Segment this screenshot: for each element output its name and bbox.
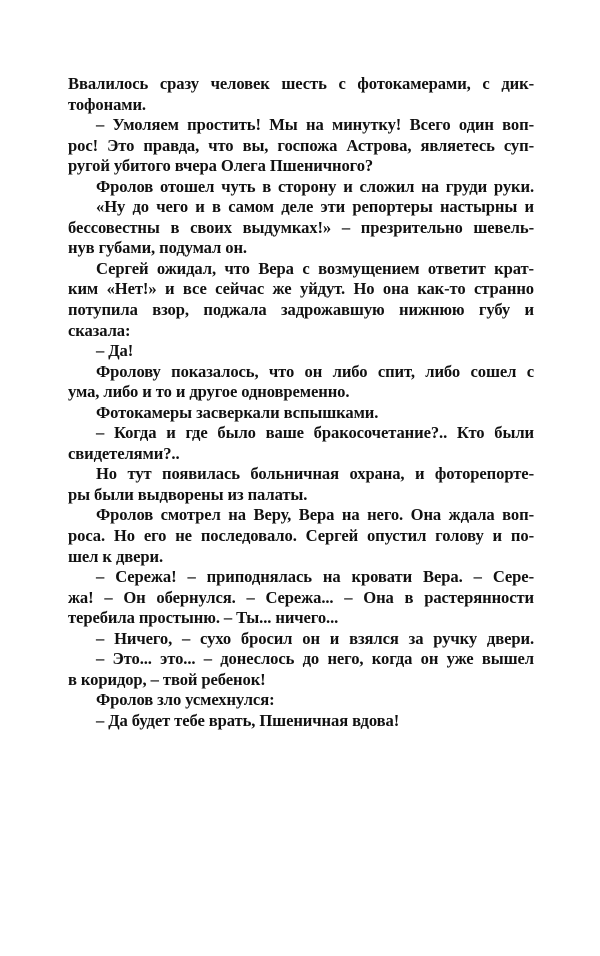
text-line: Фролов отошел чуть в сторону и сложил на груди руки. [96,176,534,196]
text-line: роса. Но его не последовало. Сергей опустил голову и по- [68,526,534,546]
text-line: – Ничего, – сухо бросил он и взялся за ручку двери. [96,628,534,648]
text-line: ругой убитого вчера Олега Пшеничного? [68,156,374,176]
text-line: нув губами, подумал он. [68,238,247,258]
text-line: Сергей ожидал, что Вера с возмущением ответит крат- [96,258,534,278]
text-line: шел к двери. [68,546,164,566]
text-line: теребила простыню. – Ты... ничего... [68,608,339,628]
text-line: бессовестны в своих выдумках!» – презрительно шевель- [68,217,534,237]
text-line: жа! – Он обернулся. – Сережа... – Она в растерянности [68,587,534,607]
text-line: потупила взор, поджала задрожавшую нижнюю губу и [68,300,534,320]
text-line: – Когда и где было ваше бракосочетание?.. Кто были [96,423,534,443]
text-line: Фотокамеры засверкали вспышками. [96,402,379,422]
text-line: рос! Это правда, что вы, госпожа Астрова, являетесь суп- [68,135,534,155]
book-page-text [68,74,534,732]
text-line: – Сережа! – приподнялась на кровати Вера. – Сере- [96,567,534,587]
text-line: свидетелями?.. [68,443,180,463]
text-line: Но тут появилась больничная охрана, и фоторепорте- [96,464,534,484]
text-line: – Да будет тебе врать, Пшеничная вдова! [96,710,400,730]
text-line: в коридор, – твой ребенок! [68,669,266,689]
text-line: ким «Нет!» и все сейчас же уйдут. Но она как-то странно [68,279,534,299]
text-line: – Умоляем простить! Мы на минутку! Всего один воп- [96,115,534,135]
text-line: – Это... это... – донеслось до него, когда он уже вышел [96,649,534,669]
text-line: тофонами. [68,94,146,114]
text-line: ры были выдворены из палаты. [68,484,308,504]
text-line: Фролову показалось, что он либо спит, либо сошел с [96,361,534,381]
text-line: «Ну до чего и в самом деле эти репортеры настырны и [96,197,534,217]
text-line: Фролов зло усмехнулся: [96,690,275,710]
text-line: Ввалилось сразу человек шесть с фотокамерами, с дик- [68,74,534,93]
text-line: – Да! [96,341,134,361]
text-line: сказала: [68,320,131,340]
text-line: ума, либо и то и другое одновременно. [68,382,350,402]
text-line: Фролов смотрел на Веру, Вера на него. Она ждала воп- [96,505,534,525]
